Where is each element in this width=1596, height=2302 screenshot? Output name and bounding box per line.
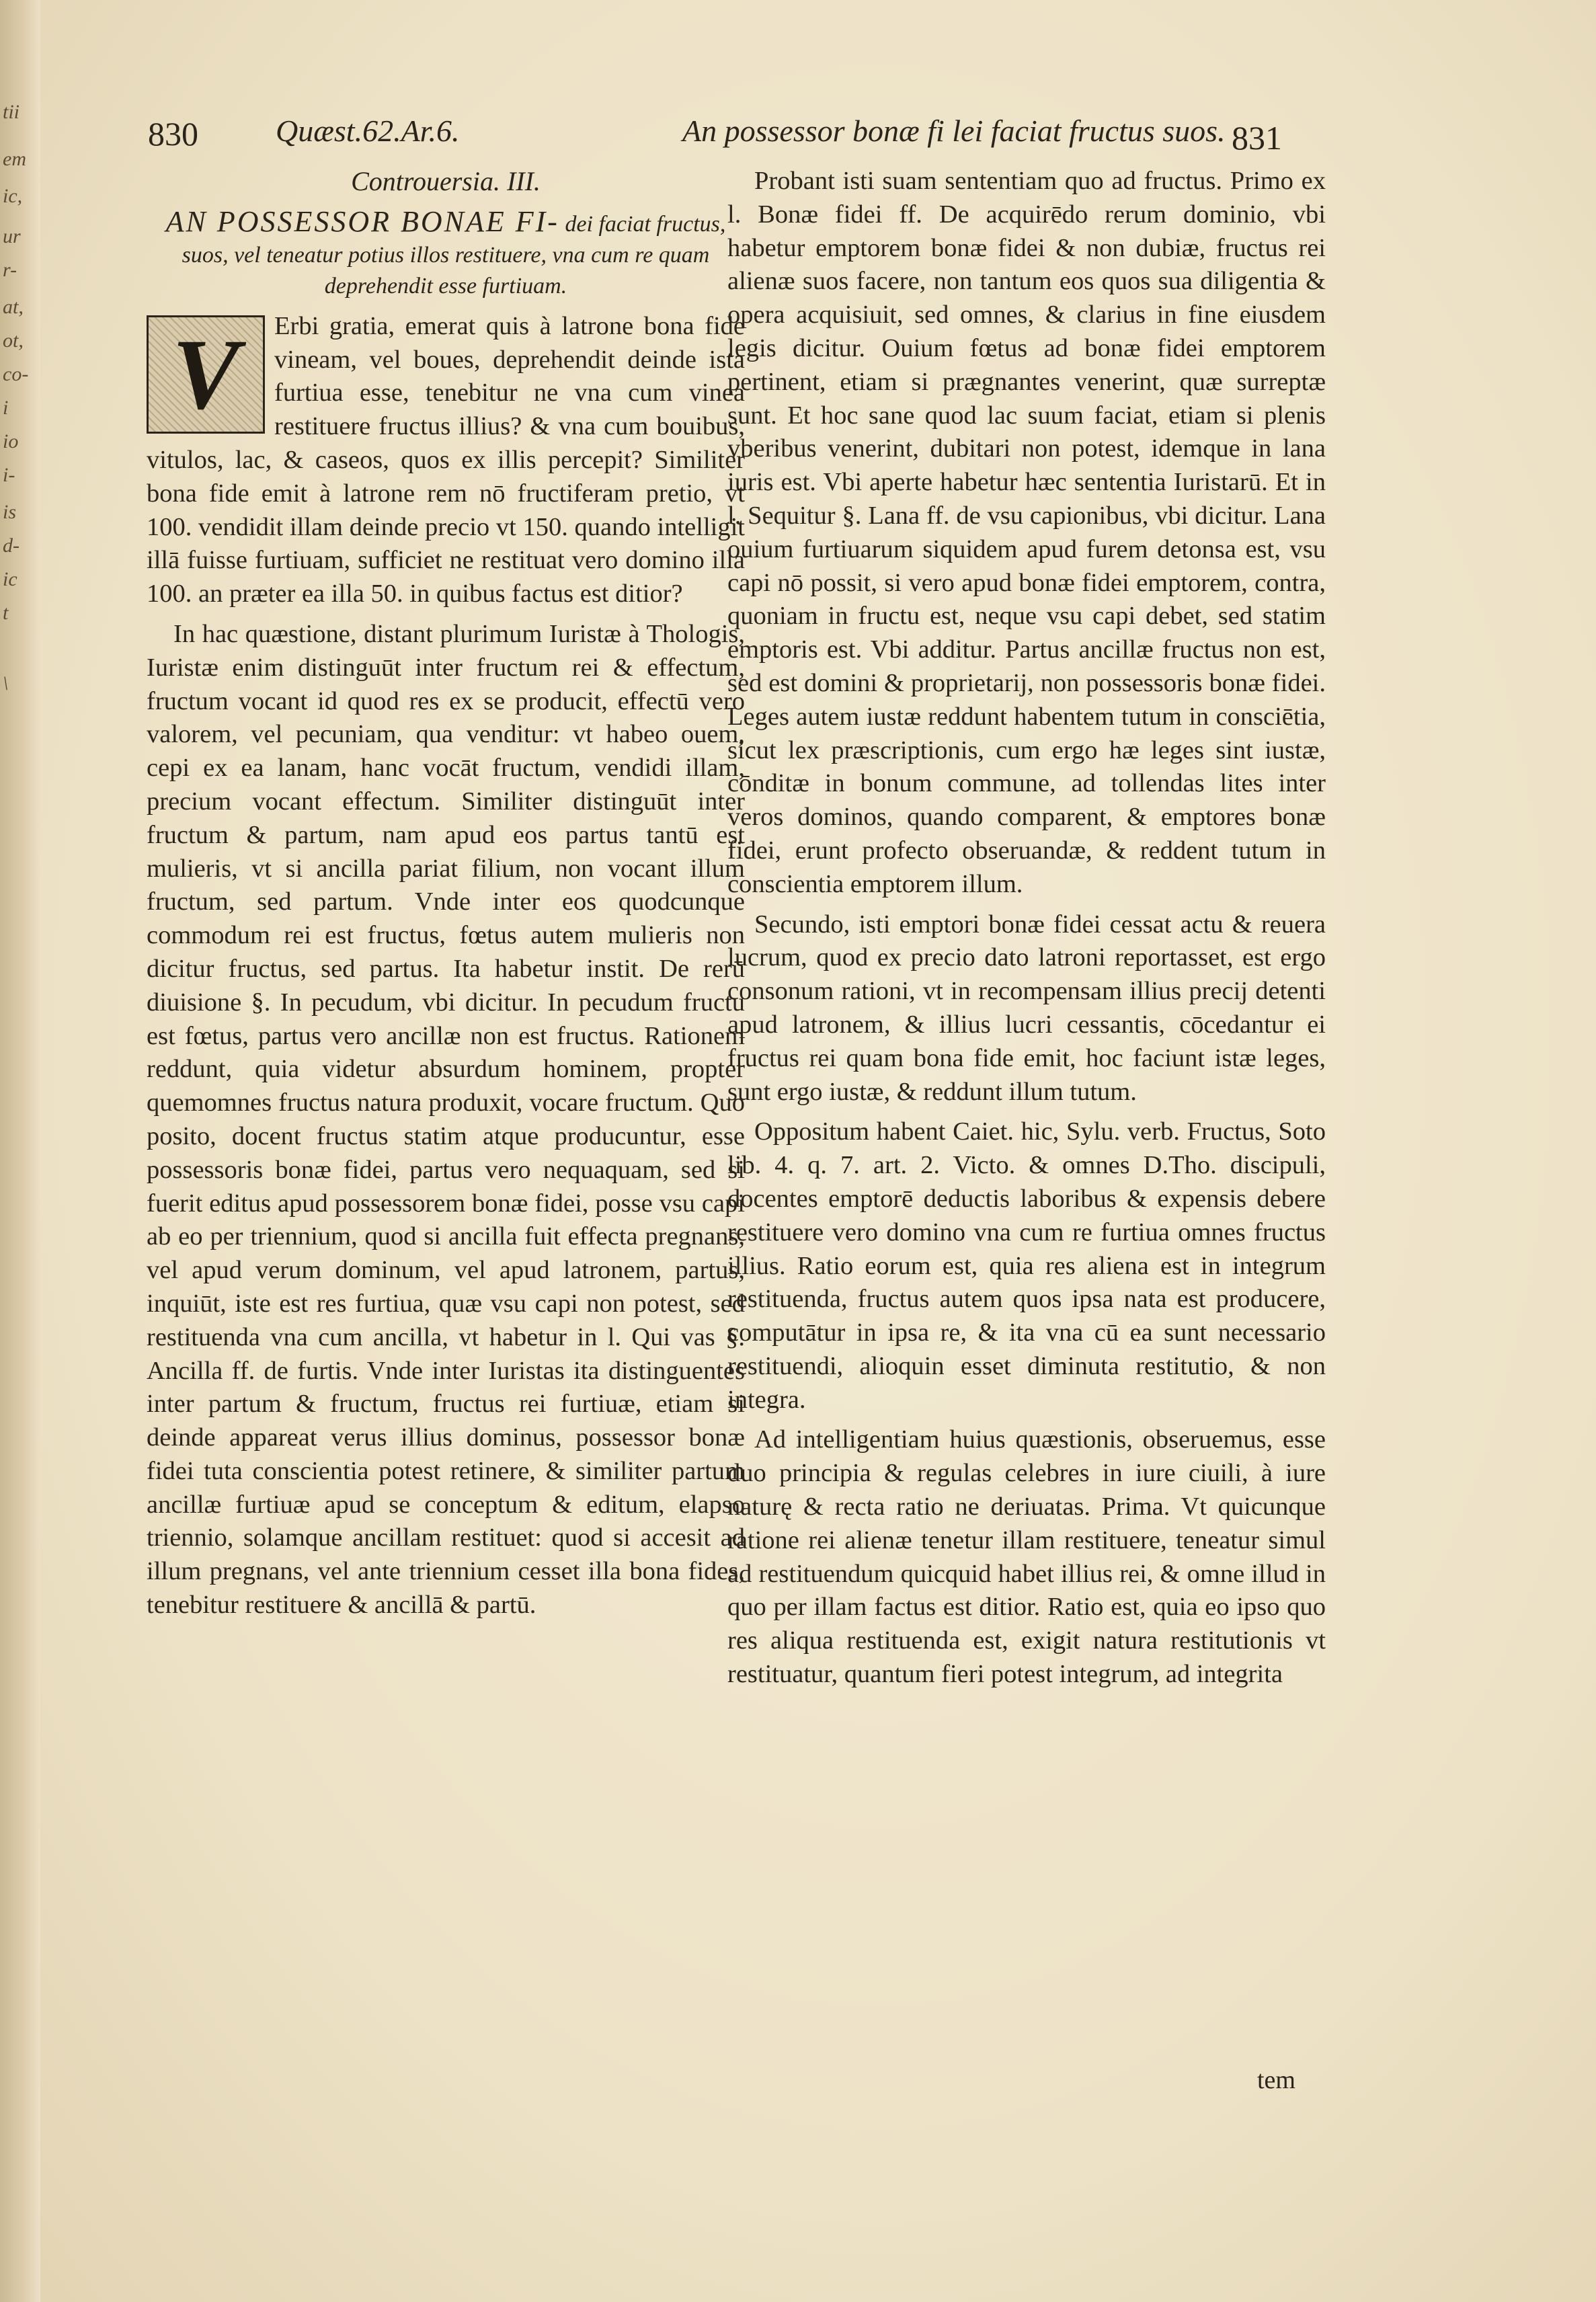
paragraph: Probant isti suam sententiam quo ad fructus. Primo ex l. Bonæ fidei ff. De acquirēdo rerum dominio, vbi habetur emptorem bonæ fidei & non dubiæ, fructus rei alienæ suos facere, non tantum eos quos sua diligentia & opera acquisiuit, sed omnes, & clarius in fine eiusdem legis dicitur. Ouium fœtus ad bonæ fidei emptorem pertinent, etiam si prægnantes venerint, quæ surreptæ sunt. Et hoc sane quod lac suum faciat, etiam si plenis vberibus venerint, dubitari non potest, idemque in lana iuris est. Vbi aperte habetur hæc sententia Iuristarū. Et in l. Sequitur §. Lana ff. de vsu capionibus, vbi dicitur. Lana ouium furtiuarum siquidem apud furem detonsa est, vsu capi nō possit, si vero apud bonæ fidei emptorem, contra, quoniam in fructu est, neque vsu capi debet, sed statim emptoris est. Vbi additur. Partus ancillæ fructus non est, sed est domini & proprietarij, non possessoris bonæ fidei. Leges autem iustæ reddunt habentem tutum in consciētia, sicut lex præscriptionis, cum ergo hæ leges sint iustæ, cōnditæ in bonum commune, ad tollendas lites inter veros dominos, quando comparent, & emptores bonæ fidei, erunt profecto obseruandæ, & reddent tutum in conscientia emptorem illum.	[727, 167, 1326, 898]
initial-letter: V	[171, 318, 240, 430]
right-page-number: 831	[1232, 119, 1282, 157]
edge-fragment: tii	[3, 101, 20, 123]
previous-page-edge	[0, 0, 40, 2302]
edge-fragment: at,	[3, 296, 24, 318]
article-title	[160, 206, 731, 302]
edge-fragment: ic	[3, 568, 17, 590]
right-column	[727, 165, 1326, 1692]
edge-fragment: d-	[3, 534, 19, 557]
left-running-head: Quæst.62.Ar.6.	[276, 114, 460, 148]
paragraph: Oppositum habent Caiet. hic, Sylu. verb. Fructus, Soto lib. 4. q. 7. art. 2. Victo. & omnes D.Tho. discipuli, docentes emptorē deductis laboribus & expensis debere restituere vero domino vna cum re furtiua omnes fructus illius. Ratio eorum est, quia res aliena est in integrum restituenda, fructus autem quos ipsa nata est producere, computātur in ipsa re, & ita vna cū ea sunt necessario restituendi, alioquin esset diminuta restitutio, & non integra.	[727, 1117, 1326, 1414]
paragraph: In hac quæstione, distant plurimum Iuristæ à Thologis, Iuristæ enim distinguūt inter fructum rei & effectum, fructum vocant id quod res ex se producit, effectū vero valorem, vel pecuniam, qua venditur: vt habeo ouem, cepi ex ea lanam, hanc vocāt fructum, vendidi illam, precium vocant effectum. Similiter distinguūt inter fructum & partum, nam apud eos partus tantū est mulieris, vt si ancilla pariat filium, non vocant illum fructum, sed partum. Vnde inter eos quodcunque commodum rei est fructus, fœtus autem mulieris non dicitur fructus, sed partus. Ita habetur instit. De rerū diuisione §. In pecudum, vbi dicitur. In pecudum fructu est fœtus, partus vero ancillæ non est fructus. Rationem reddunt, quia videtur absurdum hominem, propter quemomnes fructus natura produxit, vocare fructum. Quo posito, docent fructus statim atque producuntur, esse possessoris bonæ fidei, partus vero nequaquam, sed si fuerit editus apud possessorem bonæ fidei, posse vsu capi ab eo per triennium, quod si ancilla fuit effecta pregnans, vel apud verum dominum, vel apud latronem, partus, inquiūt, iste est res furtiua, quæ vsu capi non potest, sed restituenda vna cum ancilla, vt habetur in l. Qui vas §. Ancilla ff. de furtis. Vnde inter Iuristas ita distinguentes inter partum & fructum, fructus rei furtiuæ, etiam si deinde appareat verus illius dominus, possessor bonæ fidei tuta conscientia potest retinere, & similiter partum ancillæ furtiuæ apud se conceptum & editum, elapso triennio, solamque ancillam restituet: quod si accesit ad illum pregnans, vel ante triennium cesset illa bona fides, tenebitur restituere & ancillā & partū.	[147, 619, 745, 1620]
edge-fragment: t	[3, 602, 9, 624]
edge-fragment: i-	[3, 464, 15, 486]
decorated-initial	[147, 315, 265, 434]
paragraph: Secundo, isti emptori bonæ fidei cessat actu & reuera lucrum, quod ex precio dato latroni reportasset, est ergo consonum rationi, vt in recompensam illius precij detenti apud latronem, & illius lucri cessantis, cōcedantur ei fructus rei quam bona fide emit, hoc faciunt istæ leges, sunt ergo iustæ, & reddunt illum tutum.	[727, 910, 1326, 1106]
catchword: tem	[1257, 2066, 1295, 2094]
edge-fragment: \	[3, 672, 9, 694]
edge-fragment: i	[3, 397, 9, 419]
edge-fragment: co-	[3, 363, 29, 385]
paragraph: Erbi gratia, emerat quis à latrone bona fide vineam, vel boues, deprehendit deinde ista furtiua esse, tenebitur ne vna cum vinea restituere fructus illius? & vna cum bouibus, vitulos, lac, & caseos, quos ex illis percepit? Similiter bona fide emit à latrone rem nō fructiferam pretio, vt 100. vendidit illam deinde precio vt 150. quando intelligit illā fuisse furtiuam, sufficiet ne restituat vero domino illa 100. an præter ea illa 50. in quibus factus est ditior?	[147, 311, 745, 608]
left-page-number: 830	[148, 115, 198, 153]
edge-fragment: ic,	[3, 185, 23, 207]
right-running-head: An possessor bonæ fi lei faciat fructus suos.	[682, 114, 1226, 148]
edge-fragment: ur	[3, 225, 21, 247]
edge-fragment: is	[3, 501, 17, 523]
left-column	[147, 165, 745, 1622]
article-title-rest: dei faciat fructus, suos, vel teneatur potius illos restituere, vna cum re quam deprehendit esse furtiuam.	[182, 211, 726, 299]
edge-fragment: ot,	[3, 329, 24, 352]
edge-fragment: em	[3, 148, 26, 170]
controversy-title: Controuersia. III.	[351, 166, 541, 196]
edge-fragment: r-	[3, 259, 17, 281]
article-title-caps: AN POSSESSOR BONAE FI-	[165, 204, 559, 238]
paragraph: Ad intelligentiam huius quæstionis, obseruemus, esse duo principia & regulas celebres in iure ciuili, à iure naturę & recta ratio ne deriuatas. Prima. Vt quicunque ratione rei alienæ tenetur illam restituere, teneatur simul ad restituendum quicquid habet illius rei, & omne illud in quo per illam factus est ditior. Ratio est, quia eo ipso quo res aliqua restituenda est, exigit natura restitutionis vt restituatur, quantum fieri potest integrum, ad integrita	[727, 1425, 1326, 1689]
edge-fragment: io	[3, 430, 19, 452]
